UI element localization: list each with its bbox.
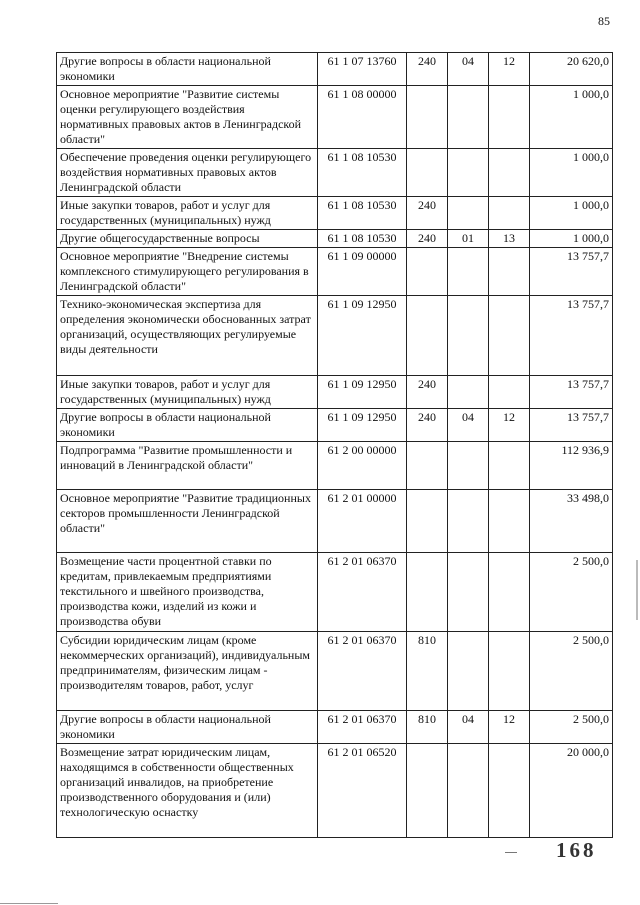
item-name-cell: Технико-экономическая экспертиза для определения экономически обоснованных затрат организаций, осуществляющих регулируемые виды деятельности	[57, 296, 318, 376]
expense-type-cell	[407, 744, 448, 838]
table-row	[57, 632, 613, 711]
subsection-code-cell	[489, 149, 530, 197]
expense-type-cell: 240	[407, 409, 448, 442]
target-code-cell: 61 1 08 00000	[318, 86, 407, 149]
item-name-cell: Возмещение затрат юридическим лицам, находящимся в собственности общественных организаций инвалидов, на приобретение производственного оборудования и (или) технологическую оснастку	[57, 744, 318, 838]
table-row	[57, 553, 613, 632]
target-code-cell: 61 1 09 12950	[318, 409, 407, 442]
section-code-cell	[448, 490, 489, 553]
subsection-code-cell	[489, 553, 530, 632]
table-row	[57, 149, 613, 197]
subsection-code-cell	[489, 197, 530, 230]
section-code-cell	[448, 744, 489, 838]
item-name-cell: Субсидии юридическим лицам (кроме некоммерческих организаций), индивидуальным предпринимателям, физическим лицам - производителям товаров, работ, услуг	[57, 632, 318, 711]
section-code-cell	[448, 296, 489, 376]
amount-cell: 1 000,0	[530, 149, 613, 197]
item-name-cell: Обеспечение проведения оценки регулирующего воздействия нормативных правовых актов Ленинградской области	[57, 149, 318, 197]
subsection-code-cell: 12	[489, 53, 530, 86]
section-code-cell	[448, 149, 489, 197]
expense-type-cell	[407, 553, 448, 632]
target-code-cell: 61 2 01 06370	[318, 711, 407, 744]
bottom-rule	[0, 903, 58, 904]
table-row	[57, 376, 613, 409]
item-name-cell: Иные закупки товаров, работ и услуг для государственных (муниципальных) нужд	[57, 376, 318, 409]
section-code-cell	[448, 86, 489, 149]
target-code-cell: 61 1 08 10530	[318, 197, 407, 230]
item-name-cell: Возмещение части процентной ставки по кредитам, привлекаемым предприятиями текстильного и швейного производства, производства кожи, изделий из кожи и производства обуви	[57, 553, 318, 632]
amount-cell: 13 757,7	[530, 296, 613, 376]
expense-type-cell	[407, 490, 448, 553]
subsection-code-cell: 12	[489, 409, 530, 442]
amount-cell: 112 936,9	[530, 442, 613, 490]
expense-type-cell: 240	[407, 230, 448, 248]
table-row	[57, 86, 613, 149]
section-code-cell: 04	[448, 711, 489, 744]
section-code-cell	[448, 248, 489, 296]
expense-type-cell: 240	[407, 53, 448, 86]
target-code-cell: 61 2 01 06370	[318, 632, 407, 711]
item-name-cell: Другие общегосударственные вопросы	[57, 230, 318, 248]
expense-type-cell	[407, 149, 448, 197]
target-code-cell: 61 1 07 13760	[318, 53, 407, 86]
expense-type-cell	[407, 86, 448, 149]
amount-cell: 2 500,0	[530, 553, 613, 632]
item-name-cell: Другие вопросы в области национальной экономики	[57, 711, 318, 744]
target-code-cell: 61 1 08 10530	[318, 149, 407, 197]
table-row	[57, 711, 613, 744]
target-code-cell: 61 1 09 00000	[318, 248, 407, 296]
page-stamp-mark: 168	[556, 838, 597, 862]
target-code-cell: 61 1 08 10530	[318, 230, 407, 248]
section-code-cell: 04	[448, 409, 489, 442]
page-number: 85	[598, 14, 610, 28]
target-code-cell: 61 2 01 06370	[318, 553, 407, 632]
item-name-cell: Основное мероприятие "Внедрение системы комплексного стимулирующего регулирования в Ленинградской области"	[57, 248, 318, 296]
amount-cell: 20 620,0	[530, 53, 613, 86]
section-code-cell	[448, 442, 489, 490]
table-row	[57, 442, 613, 490]
target-code-cell: 61 2 01 06520	[318, 744, 407, 838]
amount-cell: 13 757,7	[530, 409, 613, 442]
table-row	[57, 744, 613, 838]
section-code-cell	[448, 376, 489, 409]
margin-dash	[505, 852, 517, 853]
subsection-code-cell	[489, 296, 530, 376]
amount-cell: 2 500,0	[530, 711, 613, 744]
expense-type-cell	[407, 296, 448, 376]
table-row	[57, 53, 613, 86]
table-row	[57, 490, 613, 553]
item-name-cell: Другие вопросы в области национальной экономики	[57, 409, 318, 442]
target-code-cell: 61 1 09 12950	[318, 376, 407, 409]
amount-cell: 1 000,0	[530, 230, 613, 248]
subsection-code-cell	[489, 632, 530, 711]
subsection-code-cell	[489, 442, 530, 490]
scan-edge-artifact	[636, 560, 638, 620]
amount-cell: 13 757,7	[530, 376, 613, 409]
section-code-cell	[448, 197, 489, 230]
item-name-cell: Основное мероприятие "Развитие традиционных секторов промышленности Ленинградской области"	[57, 490, 318, 553]
subsection-code-cell: 13	[489, 230, 530, 248]
expense-type-cell: 810	[407, 711, 448, 744]
table-row	[57, 197, 613, 230]
expense-type-cell	[407, 442, 448, 490]
expense-type-cell	[407, 248, 448, 296]
amount-cell: 13 757,7	[530, 248, 613, 296]
item-name-cell: Другие вопросы в области национальной экономики	[57, 53, 318, 86]
item-name-cell: Подпрограмма "Развитие промышленности и инноваций в Ленинградской области"	[57, 442, 318, 490]
subsection-code-cell	[489, 490, 530, 553]
amount-cell: 2 500,0	[530, 632, 613, 711]
section-code-cell: 01	[448, 230, 489, 248]
target-code-cell: 61 2 00 00000	[318, 442, 407, 490]
table-row	[57, 409, 613, 442]
section-code-cell	[448, 632, 489, 711]
amount-cell: 33 498,0	[530, 490, 613, 553]
subsection-code-cell: 12	[489, 711, 530, 744]
expense-type-cell: 240	[407, 376, 448, 409]
section-code-cell: 04	[448, 53, 489, 86]
subsection-code-cell	[489, 86, 530, 149]
section-code-cell	[448, 553, 489, 632]
table-row	[57, 230, 613, 248]
table-row	[57, 248, 613, 296]
subsection-code-cell	[489, 376, 530, 409]
expense-type-cell: 810	[407, 632, 448, 711]
target-code-cell: 61 2 01 00000	[318, 490, 407, 553]
table-row	[57, 296, 613, 376]
expense-type-cell: 240	[407, 197, 448, 230]
amount-cell: 1 000,0	[530, 197, 613, 230]
amount-cell: 20 000,0	[530, 744, 613, 838]
table-body	[57, 53, 613, 838]
subsection-code-cell	[489, 744, 530, 838]
budget-table	[56, 52, 613, 838]
item-name-cell: Иные закупки товаров, работ и услуг для государственных (муниципальных) нужд	[57, 197, 318, 230]
target-code-cell: 61 1 09 12950	[318, 296, 407, 376]
subsection-code-cell	[489, 248, 530, 296]
amount-cell: 1 000,0	[530, 86, 613, 149]
item-name-cell: Основное мероприятие "Развитие системы оценки регулирующего воздействия нормативных правовых актов в Ленинградской области"	[57, 86, 318, 149]
